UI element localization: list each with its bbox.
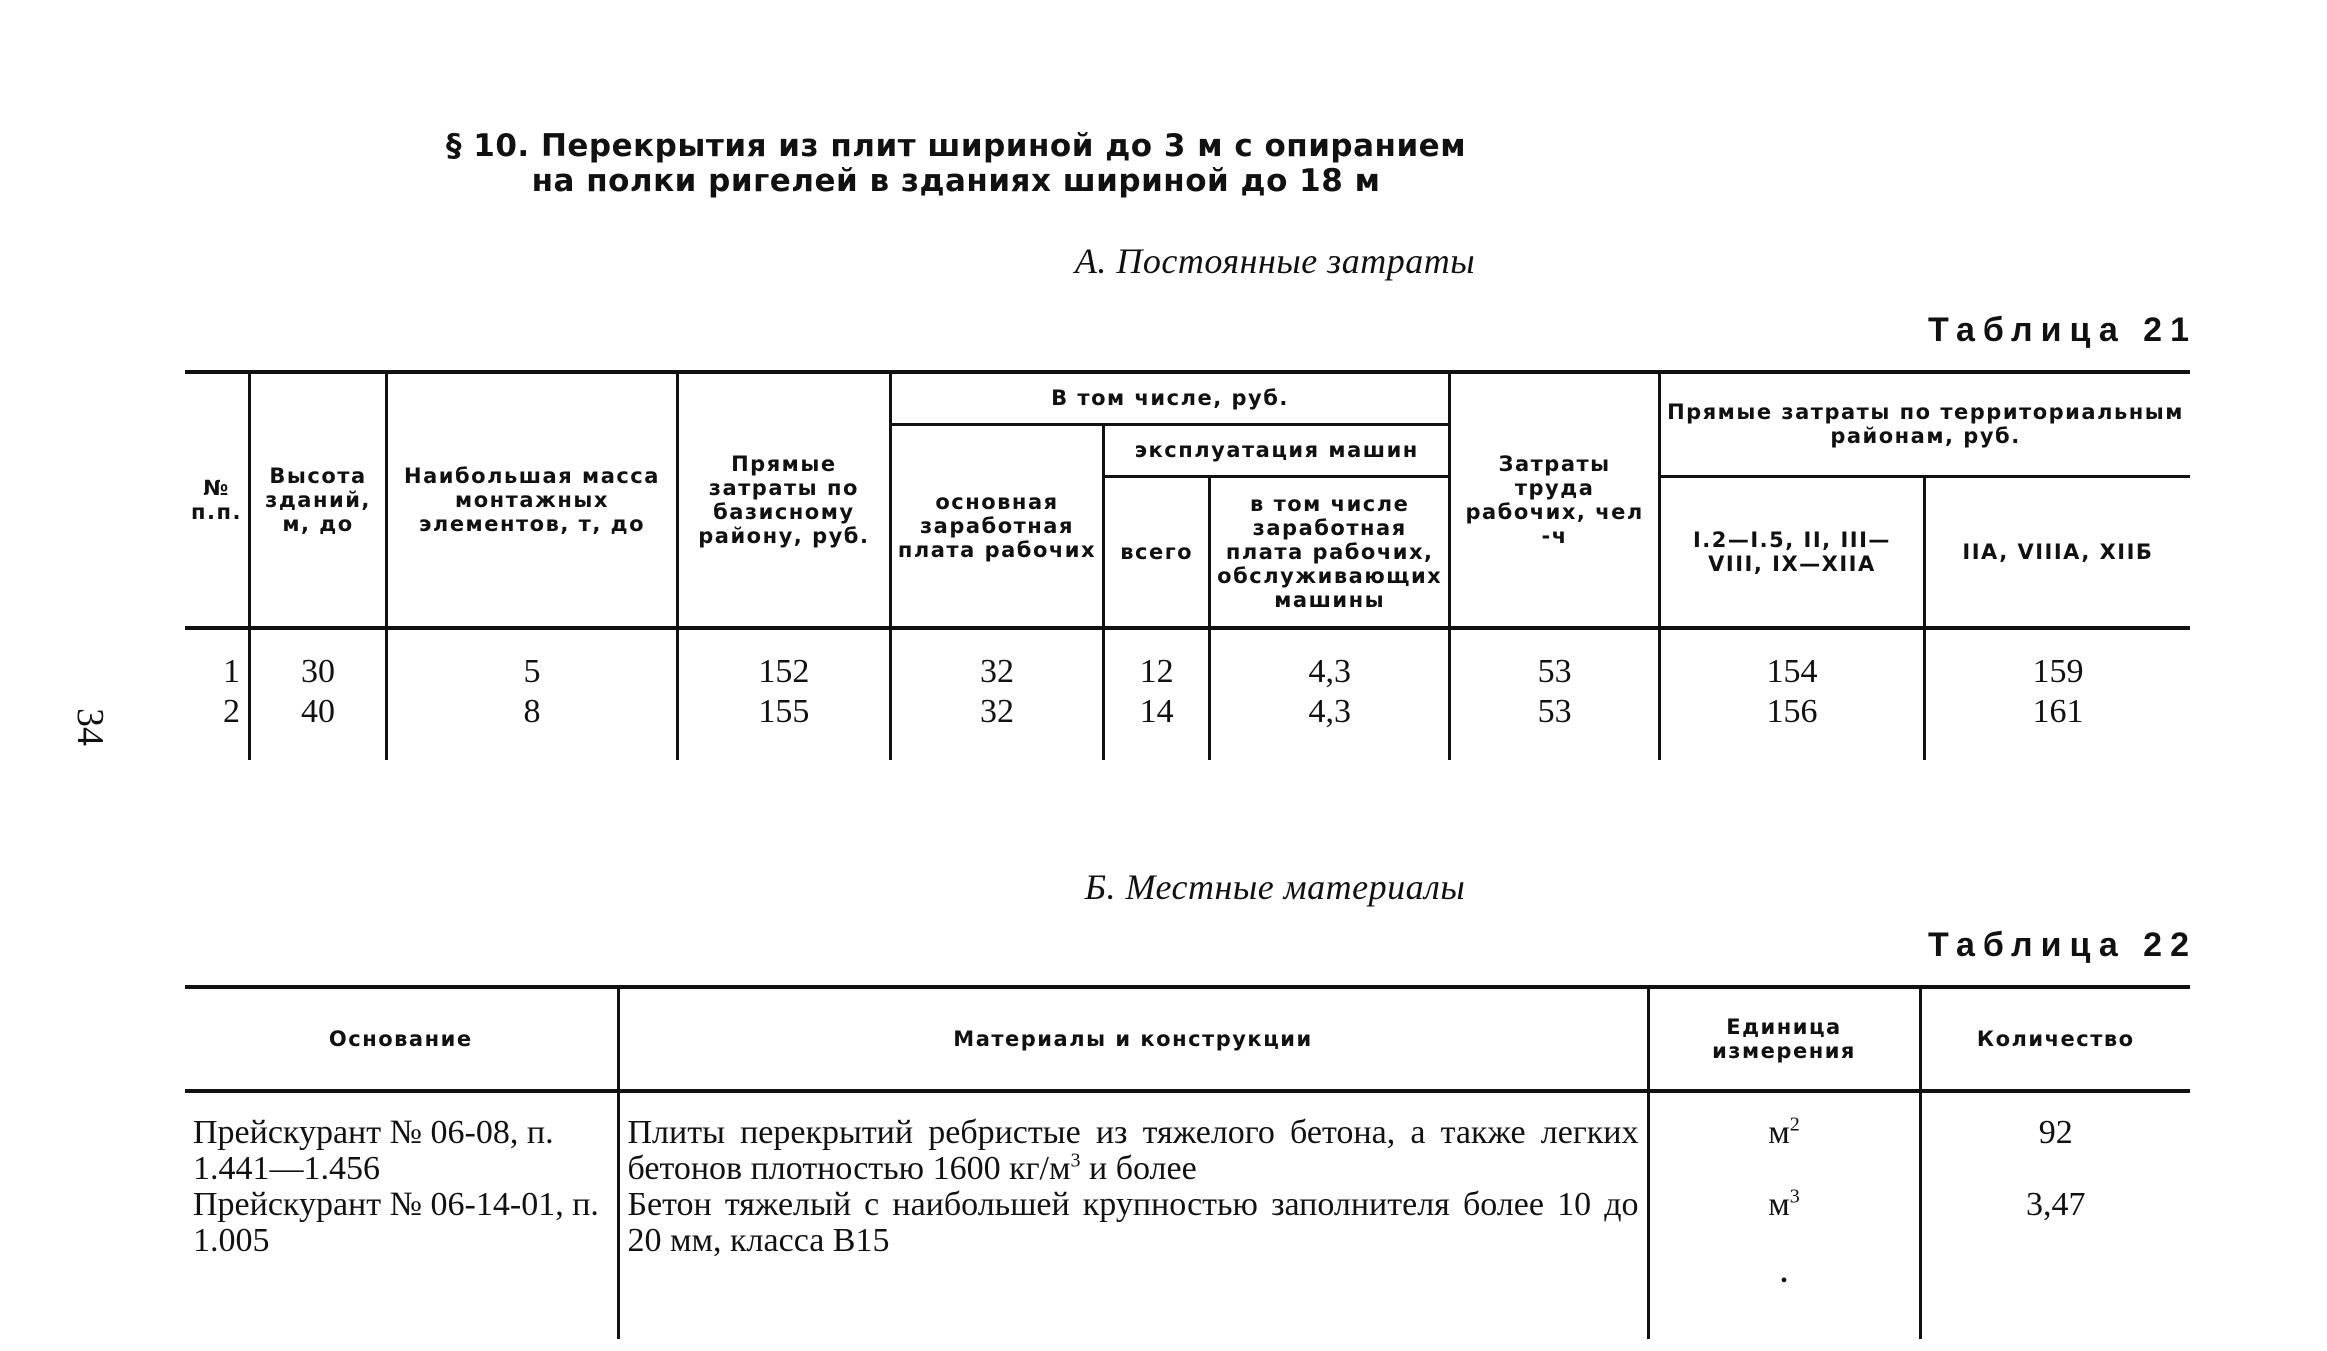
footnote-mark: • [1780,1270,1788,1292]
header-num: № п.п. [185,372,249,628]
section-title-line1: § 10. Перекрытия из плит шириной до 3 м с опиранием [445,128,1467,164]
cell-basis: Прейскурант № 06-14-01, п. 1.005 [185,1187,618,1339]
cell-region-2: 161 [1924,694,2190,760]
cell-material [618,1091,1648,1187]
header-unit: Единица измерения [1648,987,1920,1091]
cell-region-2: 159 [1924,628,2190,694]
table-21-label: Таблица 21 [1928,311,2197,349]
table-row [185,628,2190,694]
table-row [185,1187,2190,1339]
material-text: Бетон тяжелый с наибольшей крупностью заполнителя более 10 до 20 мм, класса В15 [627,1186,1639,1259]
material-superscript: 3 [1070,1149,1081,1172]
header-region-1: I.2—I.5, II, III—VIII, IX—XIIA [1660,476,1925,628]
table-22 [185,985,2190,1339]
cell-num: 1 [185,628,249,694]
table-21 [185,370,2190,760]
cell-material [618,1187,1648,1339]
cell-labor: 53 [1450,628,1660,694]
cell-wages: 32 [890,628,1103,694]
cell-num: 2 [185,694,249,760]
header-mass: Наибольшая масса монтажных элементов, т, до [387,372,678,628]
header-region-2: IIA, VIIIA, XIIБ [1924,476,2190,628]
unit-text: м [1768,1186,1790,1223]
cell-wages: 32 [890,694,1103,760]
header-machine-wages: в том числе заработная плата рабочих, обслуживающих машины [1210,476,1450,628]
cell-direct: 152 [677,628,890,694]
cell-height: 40 [249,694,386,760]
cell-labor: 53 [1450,694,1660,760]
cell-quantity: 92 [1920,1091,2190,1187]
header-including: В том числе, руб. [890,372,1449,424]
unit-text: м [1768,1114,1790,1151]
header-quantity: Количество [1920,987,2190,1091]
cell-direct: 155 [677,694,890,760]
cell-unit [1648,1187,1920,1339]
cell-unit [1648,1091,1920,1187]
material-text-end: и более [1080,1150,1197,1187]
table-row [185,694,2190,760]
header-labor: Затраты труда рабочих, чел -ч [1450,372,1660,628]
cell-mass: 5 [387,628,678,694]
header-materials: Материалы и конструкции [618,987,1648,1091]
cell-machines-total: 12 [1104,628,1210,694]
cell-machines-total: 14 [1104,694,1210,760]
cell-height: 30 [249,628,386,694]
header-basis: Основание [185,987,618,1091]
cell-region-1: 154 [1660,628,1925,694]
page-number: 34 [69,708,111,746]
part-b-title: Б. Местные материалы [1084,867,1466,907]
cell-basis: Прейскурант № 06-08, п. 1.441—1.456 [185,1091,618,1187]
header-direct-costs: Прямые затраты по базисному району, руб. [677,372,890,628]
table-22-label: Таблица 22 [1928,926,2197,964]
header-height: Высота зданий, м, до [249,372,386,628]
unit-superscript: 3 [1789,1185,1800,1208]
header-machines: эксплуатация машин [1104,424,1450,476]
material-text: Плиты перекрытий ребристые из тяжелого бетона, а также легких бетонов плотностью 1600 кг/м [627,1114,1639,1187]
section-title-line2: на полки ригелей в зданиях шириной до 18 м [531,163,1381,199]
header-wages: основная заработная плата рабочих [890,424,1103,628]
header-machines-total: всего [1104,476,1210,628]
cell-machine-wages: 4,3 [1210,628,1450,694]
cell-quantity: 3,47 [1920,1187,2190,1339]
header-regional: Прямые затраты по территориальным районам, руб. [1660,372,2191,476]
cell-region-1: 156 [1660,694,1925,760]
unit-superscript: 2 [1789,1113,1800,1136]
table-row [185,1091,2190,1187]
part-a-title: А. Постоянные затраты [1074,241,1476,281]
cell-machine-wages: 4,3 [1210,694,1450,760]
cell-mass: 8 [387,694,678,760]
